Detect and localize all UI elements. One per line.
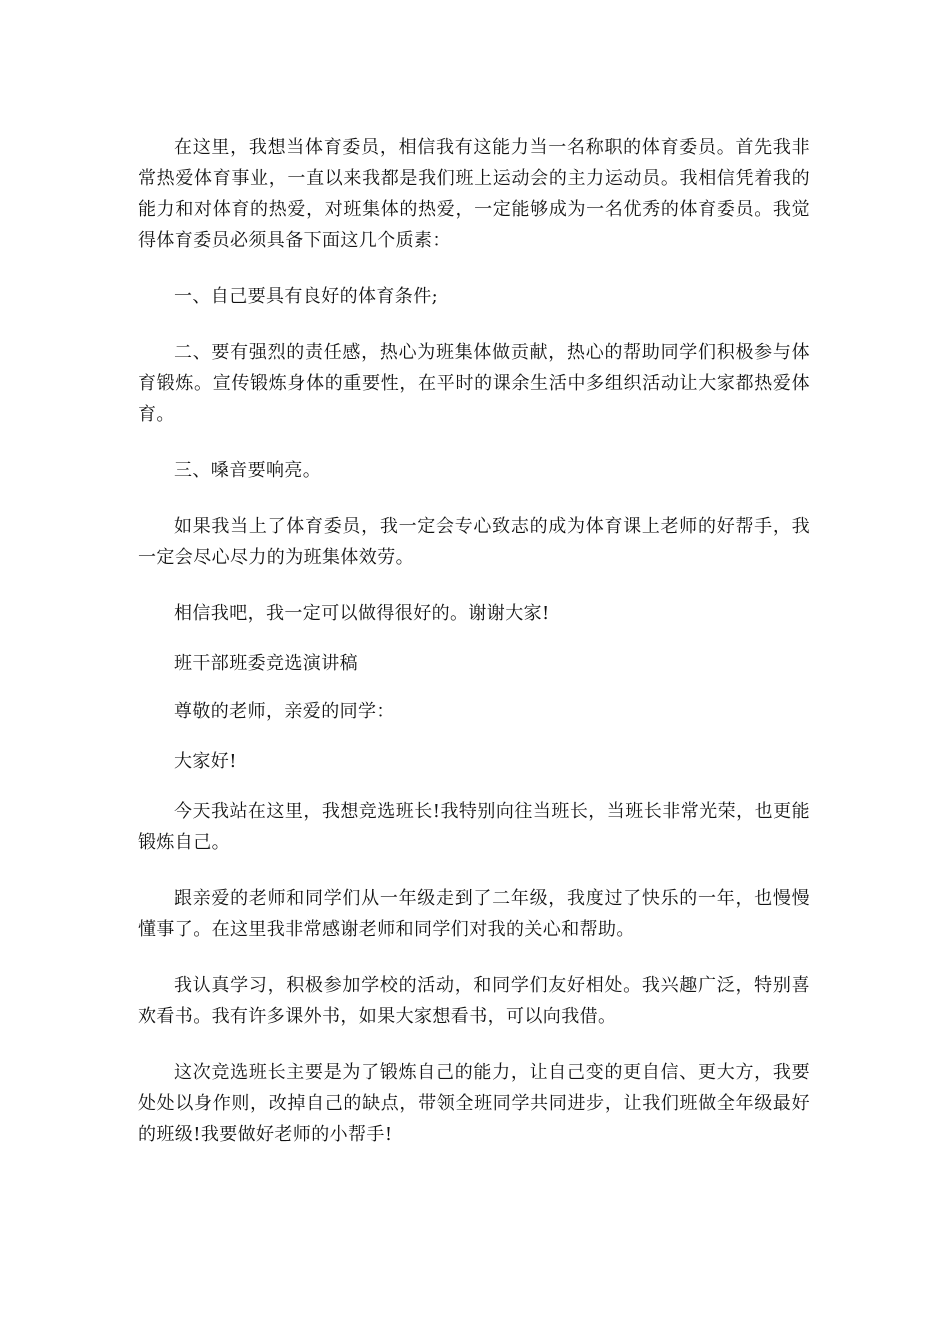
paragraph-goals: 这次竞选班长主要是为了锻炼自己的能力，让自己变的更自信、更大方，我要处处以身作则，改掉自己的缺点，带领全班同学共同进步，让我们班做全年级最好的班级!我要做好老师的小帮手!: [138, 1062, 810, 1145]
paragraph-quality-three: 三、嗓音要响亮。: [174, 460, 322, 481]
paragraph-interests: 我认真学习，积极参加学校的活动，和同学们友好相处。我兴趣广泛，特别喜欢看书。我有许多课外书，如果大家想看书，可以向我借。: [138, 975, 810, 1027]
paragraph-hello: 大家好!: [174, 751, 237, 772]
paragraph-intro: 在这里，我想当体育委员，相信我有这能力当一名称职的体育委员。首先我非常热爱体育事业，一直以来我都是我们班上运动会的主力运动员。我相信凭着我的能力和对体育的热爱，对班集体的热爱，一定能够成为一名优秀的体育委员。我觉得体育委员必须具备下面这几个质素：: [138, 137, 810, 251]
paragraph-quality-one: 一、自己要具有良好的体育条件;: [174, 286, 439, 307]
paragraph-gratitude: 跟亲爱的老师和同学们从一年级走到了二年级，我度过了快乐的一年，也慢慢懂事了。在这里我非常感谢老师和同学们对我的关心和帮助。: [138, 888, 810, 940]
paragraph-quality-two: 二、要有强烈的责任感，热心为班集体做贡献，热心的帮助同学们积极参与体育锻炼。宣传锻炼身体的重要性，在平时的课余生活中多组织活动让大家都热爱体育。: [138, 342, 810, 425]
document-page: [138, 132, 810, 1175]
paragraph-closing: 相信我吧，我一定可以做得很好的。谢谢大家!: [174, 603, 550, 624]
section-heading: 班干部班委竞选演讲稿: [174, 653, 358, 674]
paragraph-candidacy: 今天我站在这里，我想竞选班长!我特别向往当班长，当班长非常光荣，也更能锻炼自己。: [138, 801, 810, 853]
paragraph-promise: 如果我当上了体育委员，我一定会专心致志的成为体育课上老师的好帮手，我一定会尽心尽力的为班集体效劳。: [138, 516, 810, 568]
paragraph-greeting: 尊敬的老师，亲爱的同学：: [174, 701, 395, 722]
